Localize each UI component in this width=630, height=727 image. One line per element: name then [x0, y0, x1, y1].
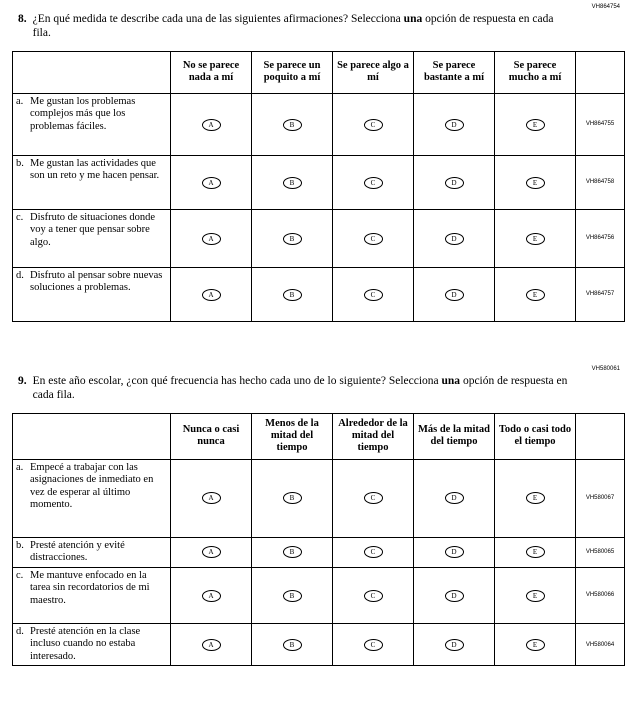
option-cell — [495, 209, 576, 267]
option-cell — [333, 209, 414, 267]
option-cell — [414, 459, 495, 537]
row-letter: c. — [16, 211, 24, 223]
answer-bubble-e[interactable]: E — [526, 289, 545, 301]
row-letter: d. — [16, 625, 24, 637]
column-header: Se parece bastante a mí — [414, 51, 495, 93]
row-letter: b. — [16, 539, 24, 551]
column-header: Se parece algo a mí — [333, 51, 414, 93]
option-cell — [495, 155, 576, 209]
row-letter: a. — [16, 461, 24, 473]
row-text: Disfruto al pensar sobre nuevas soluciones a problemas. — [30, 269, 163, 294]
option-cell — [252, 537, 333, 567]
question-8-header — [8, 8, 622, 41]
row-letter: c. — [16, 569, 24, 581]
answer-bubble-c[interactable]: C — [364, 233, 383, 245]
column-header: Alrededor de la mitad del tiempo — [333, 413, 414, 459]
row-text: Me gustan los problemas complejos más que los problemas fáciles. — [30, 95, 136, 132]
column-header: Se parece mucho a mí — [495, 51, 576, 93]
row-text: Disfruto de situaciones donde voy a tener que pensar sobre algo. — [30, 211, 156, 248]
answer-bubble-a[interactable]: A — [202, 233, 221, 245]
row-text: Me gustan las actividades que son un reto y me hacen pensar. — [30, 157, 160, 182]
option-cell — [252, 267, 333, 321]
answer-bubble-a[interactable]: A — [202, 119, 221, 131]
column-header: Más de la mitad del tiempo — [414, 413, 495, 459]
row-code: VH580065 — [576, 537, 625, 567]
answer-bubble-e[interactable]: E — [526, 590, 545, 602]
option-cell — [333, 155, 414, 209]
question-9-bold-word: una — [441, 374, 461, 387]
answer-bubble-c[interactable]: C — [364, 177, 383, 189]
table-row — [13, 209, 625, 267]
answer-bubble-a[interactable]: A — [202, 492, 221, 504]
column-header: Menos de la mitad del tiempo — [252, 413, 333, 459]
option-cell — [414, 209, 495, 267]
option-cell — [171, 155, 252, 209]
table-row — [13, 537, 625, 567]
question-9 — [8, 365, 622, 667]
option-cell — [333, 93, 414, 155]
answer-bubble-d[interactable]: D — [445, 546, 464, 558]
row-text: Presté atención en la clase incluso cuando no estaba interesado. — [30, 625, 141, 662]
row-stem — [13, 267, 171, 321]
question-8-bold-word: una — [403, 13, 423, 25]
question-8-code: VH864754 — [591, 4, 620, 10]
table-row — [13, 567, 625, 623]
answer-bubble-b[interactable]: B — [283, 177, 302, 189]
answer-bubble-e[interactable]: E — [526, 639, 545, 651]
corner-cell — [13, 51, 171, 93]
answer-bubble-e[interactable]: E — [526, 119, 545, 131]
answer-bubble-d[interactable]: D — [445, 233, 464, 245]
option-cell — [171, 537, 252, 567]
corner-code-cell — [576, 51, 625, 93]
row-stem — [13, 459, 171, 537]
option-cell — [171, 93, 252, 155]
column-header: Todo o casi todo el tiempo — [495, 413, 576, 459]
question-8-text-after: opción de respuesta en cada fila. — [32, 13, 554, 40]
row-letter: b. — [16, 157, 24, 169]
row-stem — [13, 567, 171, 623]
answer-bubble-d[interactable]: D — [445, 639, 464, 651]
corner-code-cell — [576, 413, 625, 459]
row-code: VH580066 — [576, 567, 625, 623]
row-text: Presté atención y evité distracciones. — [30, 539, 125, 564]
answer-bubble-a[interactable]: A — [202, 177, 221, 189]
answer-bubble-b[interactable]: B — [283, 289, 302, 301]
answer-bubble-c[interactable]: C — [364, 639, 383, 651]
column-header: No se parece nada a mí — [171, 51, 252, 93]
question-8 — [8, 4, 622, 322]
answer-bubble-e[interactable]: E — [526, 177, 545, 189]
answer-bubble-b[interactable]: B — [283, 590, 302, 602]
table-row — [13, 459, 625, 537]
answer-bubble-b[interactable]: B — [283, 639, 302, 651]
option-cell — [333, 537, 414, 567]
option-cell — [333, 567, 414, 623]
answer-bubble-b[interactable]: B — [283, 546, 302, 558]
row-stem — [13, 537, 171, 567]
question-9-text — [33, 374, 573, 403]
option-cell — [333, 459, 414, 537]
question-8-table — [12, 51, 625, 322]
question-9-table — [12, 413, 625, 667]
option-cell — [252, 459, 333, 537]
option-cell — [252, 623, 333, 666]
option-cell — [333, 623, 414, 666]
row-code: VH580067 — [576, 459, 625, 537]
question-9-number: 9. — [18, 374, 27, 387]
answer-bubble-a[interactable]: A — [202, 546, 221, 558]
option-cell — [495, 567, 576, 623]
option-cell — [171, 267, 252, 321]
row-code: VH864758 — [576, 155, 625, 209]
answer-bubble-b[interactable]: B — [283, 119, 302, 131]
answer-bubble-a[interactable]: A — [202, 590, 221, 602]
row-stem — [13, 623, 171, 666]
option-cell — [495, 93, 576, 155]
column-header: Se parece un poquito a mí — [252, 51, 333, 93]
answer-bubble-c[interactable]: C — [364, 119, 383, 131]
option-cell — [252, 567, 333, 623]
answer-bubble-a[interactable]: A — [202, 639, 221, 651]
option-cell — [333, 267, 414, 321]
answer-bubble-c[interactable]: C — [364, 492, 383, 504]
option-cell — [171, 209, 252, 267]
row-text: Empecé a trabajar con las asignaciones de inmediato en vez de esperar al último momento. — [30, 461, 154, 511]
question-9-text-after: opción de respuesta en cada fila. — [32, 374, 568, 402]
option-cell — [414, 537, 495, 567]
row-code: VH864755 — [576, 93, 625, 155]
answer-bubble-d[interactable]: D — [445, 492, 464, 504]
answer-bubble-c[interactable]: C — [364, 289, 383, 301]
option-cell — [171, 567, 252, 623]
option-cell — [495, 267, 576, 321]
question-9-code: VH580061 — [591, 365, 620, 372]
question-9-text-before: En este año escolar, ¿con qué frecuencia has hecho cada uno de lo siguiente? Selecciona — [32, 374, 442, 387]
row-stem — [13, 209, 171, 267]
row-stem — [13, 155, 171, 209]
column-header: Nunca o casi nunca — [171, 413, 252, 459]
row-code: VH864757 — [576, 267, 625, 321]
answer-bubble-d[interactable]: D — [445, 590, 464, 602]
answer-bubble-e[interactable]: E — [526, 233, 545, 245]
option-cell — [252, 155, 333, 209]
row-stem — [13, 93, 171, 155]
answer-bubble-a[interactable]: A — [202, 289, 221, 301]
question-8-text — [33, 12, 573, 41]
option-cell — [414, 567, 495, 623]
table-row — [13, 155, 625, 209]
answer-bubble-d[interactable]: D — [445, 119, 464, 131]
answer-bubble-c[interactable]: C — [364, 590, 383, 602]
option-cell — [414, 623, 495, 666]
row-code: VH580064 — [576, 623, 625, 666]
answer-bubble-b[interactable]: B — [283, 492, 302, 504]
table-row — [13, 623, 625, 666]
option-cell — [171, 459, 252, 537]
answer-bubble-b[interactable]: B — [283, 233, 302, 245]
option-cell — [171, 623, 252, 666]
answer-bubble-d[interactable]: D — [445, 289, 464, 301]
option-cell — [414, 267, 495, 321]
option-cell — [414, 93, 495, 155]
table-row — [13, 267, 625, 321]
table-row — [13, 93, 625, 155]
row-letter: d. — [16, 269, 24, 281]
answer-bubble-e[interactable]: E — [526, 492, 545, 504]
corner-cell — [13, 413, 171, 459]
option-cell — [495, 537, 576, 567]
option-cell — [495, 623, 576, 666]
answer-bubble-d[interactable]: D — [445, 177, 464, 189]
option-cell — [252, 209, 333, 267]
answer-bubble-e[interactable]: E — [526, 546, 545, 558]
row-code: VH864756 — [576, 209, 625, 267]
question-9-header — [8, 370, 622, 403]
answer-bubble-c[interactable]: C — [364, 546, 383, 558]
row-letter: a. — [16, 95, 24, 107]
option-cell — [414, 155, 495, 209]
question-8-number: 8. — [18, 13, 27, 25]
question-8-text-before: ¿En qué medida te describe cada una de las siguientes afirmaciones? Selecciona — [32, 13, 404, 25]
row-text: Me mantuve enfocado en la tarea sin recordatorios de mi maestro. — [30, 569, 150, 606]
option-cell — [495, 459, 576, 537]
option-cell — [252, 93, 333, 155]
